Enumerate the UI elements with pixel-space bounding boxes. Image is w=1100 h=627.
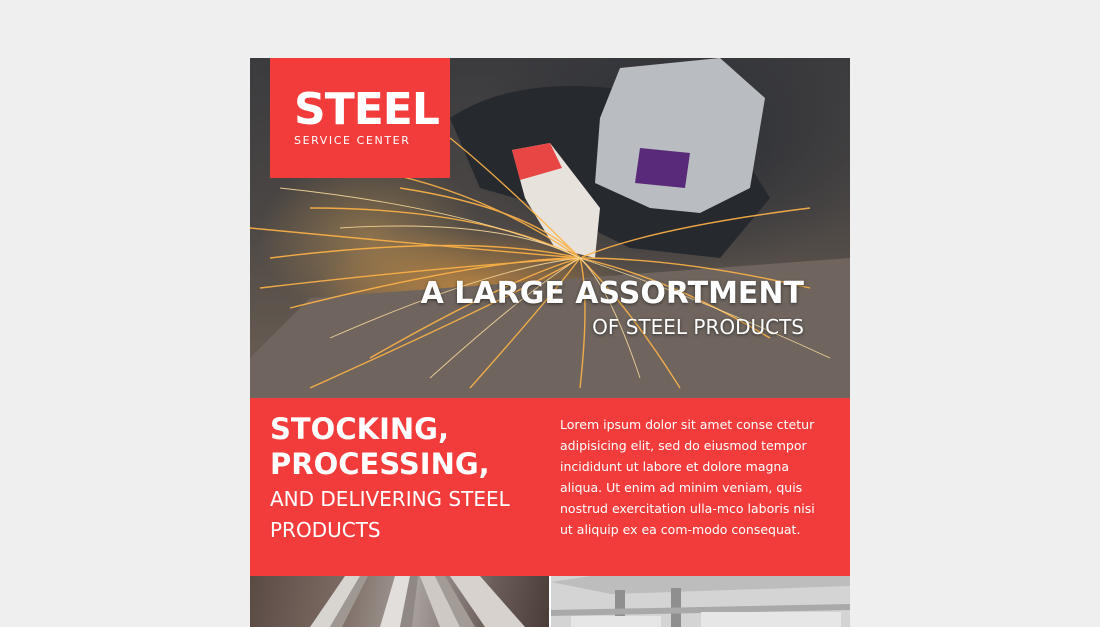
hero-headline: A LARGE ASSORTMENT [420, 276, 804, 311]
welding-helmet-shape [595, 58, 765, 213]
band-heading-line: STOCKING, [270, 412, 449, 446]
steel-angle-bars-photo [250, 576, 549, 627]
logo-badge[interactable] [270, 58, 450, 178]
logo-title: STEEL [294, 84, 439, 135]
logo-subtitle: SERVICE CENTER [294, 134, 411, 147]
band-heading [270, 412, 540, 482]
hero-subline: OF STEEL PRODUCTS [592, 315, 804, 339]
i-beams-drawing [551, 576, 850, 627]
band-body-text: Lorem ipsum dolor sit amet conse ctetur adipisicing elit, sed do eiusmod tempor incididunt ut labore et dolore magna aliqua. Ut enim ad minim veniam, quis nostrud exercitation ulla-mco laboris nisi ut aliquip ex ea com-modo consequat. [560, 417, 815, 537]
product-photos [250, 576, 850, 627]
band-heading-line: PROCESSING, [270, 447, 490, 481]
email-newsletter [250, 58, 850, 627]
helmet-visor-shape [635, 148, 690, 188]
angle-bars-drawing [250, 576, 549, 627]
hero-banner [250, 58, 850, 398]
band-subheading: AND DELIVERING STEEL PRODUCTS [270, 487, 510, 542]
info-band [250, 398, 850, 576]
steel-i-beams-photo [551, 576, 850, 627]
